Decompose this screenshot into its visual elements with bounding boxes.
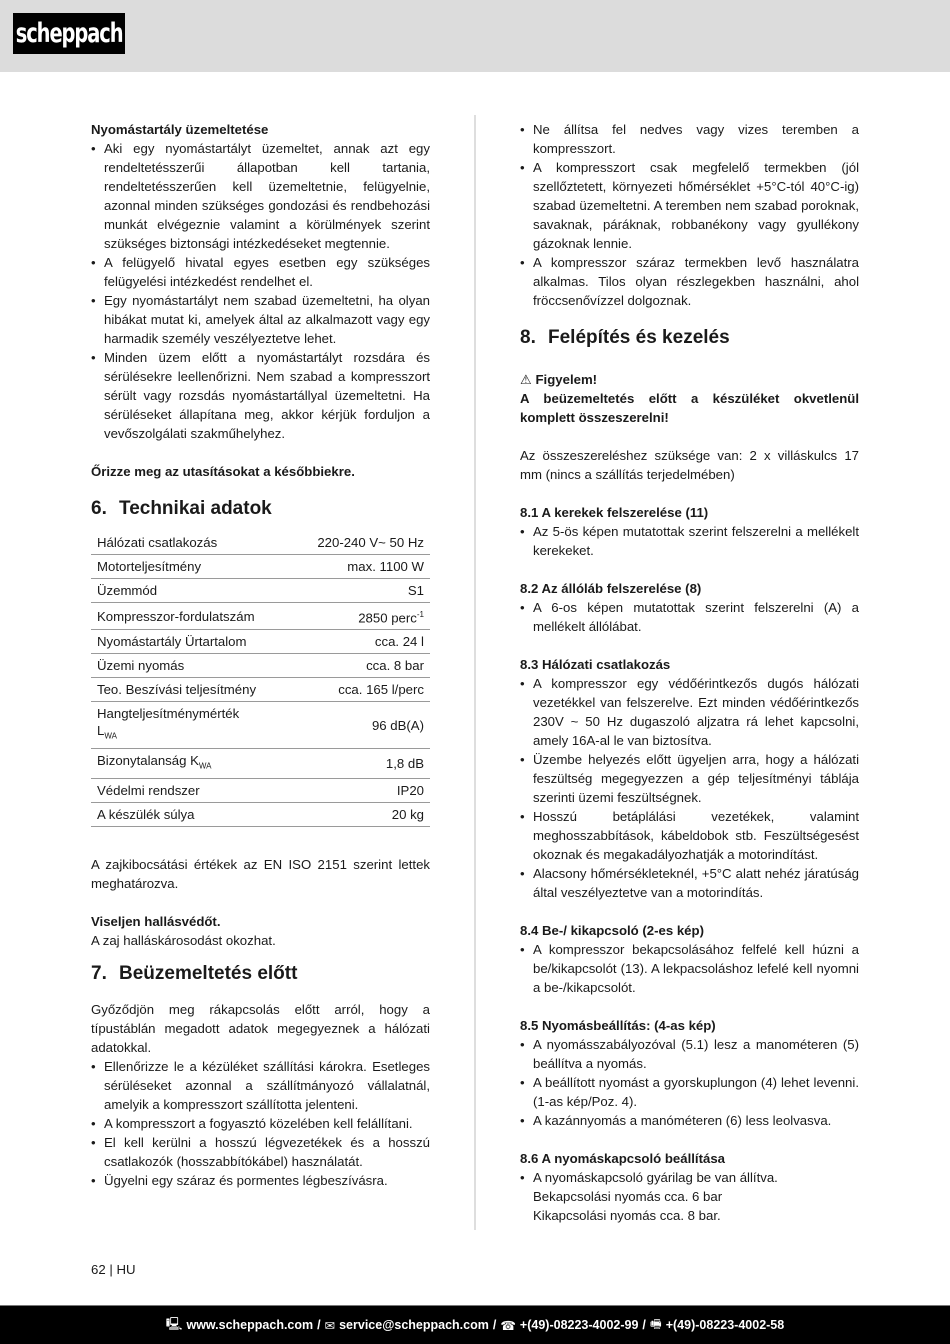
- spec-row: [91, 579, 430, 603]
- spec-value: cca. 165 l/perc: [288, 678, 430, 702]
- spec-label: A készülék súlya: [91, 802, 288, 826]
- pressure-tank-heading: Nyomástartály üzemeltetése: [91, 122, 269, 137]
- spec-row: [91, 678, 430, 702]
- spec-value: 20 kg: [288, 802, 430, 826]
- subsection: [520, 921, 859, 1016]
- spec-row: [91, 749, 430, 779]
- fax-number: +(49)-08223-4002-58: [665, 1318, 785, 1332]
- subsection-title: 8.4 Be-/ kikapcsoló (2-es kép): [520, 923, 704, 938]
- spec-label: Bizonytalanság $K_{WA}$: [91, 749, 288, 779]
- subsection-title: 8.3 Hálózati csatlakozás: [520, 657, 671, 672]
- fax-icon: 🖷: [649, 1316, 662, 1331]
- list-item: • A kompresszort a fogyasztó közelében kell felállítani.: [91, 1114, 430, 1133]
- phone-number: +(49)-08223-4002-99: [519, 1318, 639, 1332]
- list-item: • A nyomásszabályozóval (5.1) lesz a manométeren (5) beállítva a nyomás.: [520, 1035, 859, 1073]
- subsection: [520, 503, 859, 579]
- spec-value: 1,8 dB: [288, 749, 430, 779]
- mail-icon: ✉: [324, 1318, 336, 1333]
- spec-value: max. 1100 W: [288, 555, 430, 579]
- list-item: • Egy nyomástartályt nem szabad üzemeltetni, ha olyan hibákat mutat ki, amelyek által az alkalmazott vagy egy harmadik személy veszélyeztetve lehet.: [91, 291, 430, 348]
- spec-label: Teo. Beszívási teljesítmény: [91, 678, 288, 702]
- list-item: • A beállított nyomást a gyorskuplungon (4) lehet levenni. (1-as kép/Poz. 4).: [520, 1073, 859, 1111]
- spec-value: IP20: [288, 778, 430, 802]
- spec-value: cca. 8 bar: [288, 654, 430, 678]
- list-item: • A kompresszort csak megfelelő termekben (jól szellőztetett, környezeti hőmérséklet +5°C-tól 40°C-ig) szabad üzemeltetni. A teremben nem szabad poroknak, savaknak, páráknak, robbanékony vagy gyullékony gázoknak lennie.: [520, 158, 859, 253]
- spec-row: [91, 778, 430, 802]
- spec-label: Motorteljesítmény: [91, 555, 288, 579]
- list-item: • Üzembe helyezés előtt ügyeljen arra, hogy a hálózati feszültség megegyezzen a gép teljesítményi táblája szerinti üzemi feszültségnek.: [520, 750, 859, 807]
- section-7-list: [91, 1057, 430, 1190]
- list-item: • Hosszú betáplálási vezetékek, valamint meghosszabbítások, kábeldobok stb. Feszültségesést okoznak és megakadályozhatják a motorindítást.: [520, 807, 859, 864]
- spec-row: [91, 531, 430, 555]
- hearing-protection-title: Viseljen hallásvédőt.: [91, 913, 221, 929]
- list-item: • A nyomáskapcsoló gyárilag be van állítva.: [520, 1168, 859, 1187]
- list-item: • Aki egy nyomástartályt üzemeltet, annak azt egy rendeltetésszerűi állapotban kell tartania, rendeltetésszerűen kell üzemeltetnie, felügyelnie, azonnal minden szükséges gondozási és rendbehozási munkát elvégeznie valamint a körülmények szerint szükséges biztonsági intézkedéseket megtennie.: [91, 139, 430, 253]
- column-divider: [474, 115, 476, 1230]
- subsection: [520, 1016, 859, 1149]
- spec-label: Védelmi rendszer: [91, 778, 288, 802]
- list-item: • A kazánnyomás a manóméteren (6) less leolvasva.: [520, 1111, 859, 1130]
- section-8-subsections: [520, 503, 859, 1225]
- spec-value: S1: [288, 579, 430, 603]
- computer-icon: 🖳: [165, 1316, 183, 1331]
- right-column: [520, 120, 859, 1225]
- list-item: • Minden üzem előtt a nyomástartályt rozsdára és sérülésekre leellenőrizni. Nem szabad a kompresszort sérült vagy rozsdás nyomástartállyal üzemeltetni. Ha sérüléseket állapítana meg, akkor kérjük forduljon a vevőszolgálati szakműhelyhez.: [91, 348, 430, 443]
- spec-label: Kompresszor-fordulatszám: [91, 603, 288, 630]
- spec-row: [91, 603, 430, 630]
- spec-row: [91, 555, 430, 579]
- left-column: [91, 120, 430, 1190]
- spec-label: Üzemmód: [91, 579, 288, 603]
- spec-label: Üzemi nyomás: [91, 654, 288, 678]
- spec-label: Nyomástartály Ürtartalom: [91, 630, 288, 654]
- spec-row: [91, 630, 430, 654]
- subsection: [520, 655, 859, 921]
- list-item: • Az 5-ös képen mutatottak szerint felszerelni a mellékelt kerekeket.: [520, 522, 859, 560]
- spec-label: Hangteljesítménymérték $L_{WA}$: [91, 702, 288, 749]
- spec-label: Hálózati csatlakozás: [91, 531, 288, 555]
- contact-bar: 🖳 www.scheppach.com / ✉ service@scheppach.com / ☎ +(49)-08223-4002-99 / 🖷 +(49)-08223-4002-58: [0, 1305, 950, 1344]
- warning-icon: ⚠: [520, 372, 532, 387]
- subsection-title: 8.5 Nyomásbeállítás: (4-as kép): [520, 1018, 716, 1033]
- spec-value: cca. 24 l: [288, 630, 430, 654]
- spec-row: [91, 802, 430, 826]
- list-item: • El kell kerülni a hosszú légvezetékek és a hosszú csatlakozók (hosszabbítókábel) használatát.: [91, 1133, 430, 1171]
- keep-instructions-note: Őrizze meg az utasításokat a későbbiekre.: [91, 464, 355, 479]
- list-item: • A 6-os képen mutatottak szerint felszerelni (A) a mellékelt állólábat.: [520, 598, 859, 636]
- technical-data-table: [91, 531, 430, 827]
- list-item: • A kompresszor száraz termekben levő használatra alkalmas. Tilos olyan részlegekben használni, ahol fröccsenővízzel dolgoznak.: [520, 253, 859, 310]
- pressure-setting-line: Bekapcsolási nyomás cca. 6 bar: [533, 1189, 723, 1204]
- website-link[interactable]: www.scheppach.com: [186, 1318, 314, 1332]
- subsection: [520, 579, 859, 655]
- subsection-title: 8.2 Az állóláb felszerelése (8): [520, 581, 702, 596]
- list-item: • Ügyelni egy száraz és pormentes légbeszívásra.: [91, 1171, 430, 1190]
- list-item: • A kompresszor egy védőérintkezős dugós hálózati vezetékkel van felszerelve. Ezt minden védőérintkezős 230V ~ 50 Hz dugaszoló aljzatra rá lehet kapcsolni, amely 16A-al le van biztosítva.: [520, 674, 859, 750]
- list-item: • Ellenőrizze le a kézüléket szállítási károkra. Esetleges sérüléseket azonnal a szállítmányozó vállalatnál, amelyik a kompresszort szállította jelenteni.: [91, 1057, 430, 1114]
- spec-row: [91, 702, 430, 749]
- list-item: • A felügyelő hivatal egyes esetben egy szükséges felügyelési intézkedést rendelhet el.: [91, 253, 430, 291]
- warning-text: A beüzemeltetés előtt a készüléket okvetlenül komplett összeszerelni!: [520, 391, 859, 425]
- section-7-intro: Győződjön meg rákapcsolás előtt arról, hogy a típustáblán megadott adatok megegyeznek a hálózati adatokkal.: [91, 1001, 430, 1055]
- hearing-protection-text: A zaj halláskárosodást okozhat.: [91, 932, 276, 948]
- section-7-heading: 7. Beüzemeltetés előtt: [91, 962, 298, 984]
- email-link[interactable]: service@scheppach.com: [339, 1318, 489, 1332]
- spec-row: [91, 654, 430, 678]
- spec-value: 96 dB(A): [288, 702, 430, 749]
- noise-note: A zajkibocsátási értékek az EN ISO 2151 szerint lettek meghatározva.: [91, 856, 430, 891]
- spec-value: 2850 perc$^{-1}$: [288, 603, 430, 630]
- subsection-title: 8.6 A nyomáskapcsoló beállítása: [520, 1151, 725, 1166]
- location-list: [520, 120, 859, 310]
- pressure-tank-list: [91, 139, 430, 443]
- header-bar: [0, 0, 950, 72]
- tools-note: Az összeszereléshez szüksége van: 2 x villáskulcs 17 mm (nincs a szállítás terjedelmében): [520, 448, 859, 482]
- spec-value: 220-240 V~ 50 Hz: [288, 531, 430, 555]
- pressure-setting-line: Kikapcsolási nyomás cca. 8 bar.: [533, 1208, 721, 1223]
- section-6-heading: 6. Technikai adatok: [91, 498, 272, 519]
- page-number: 62 | HU: [91, 1262, 136, 1277]
- list-item: • A kompresszor bekapcsolásához felfelé kell húzni a be/kikapcsolót (13). A lekpacsoláshoz lefelé kell nyomni a be-/kikapcsolót.: [520, 940, 859, 997]
- phone-icon: ☎: [500, 1318, 516, 1333]
- section-8-heading: 8. Felépítés és kezelés: [520, 327, 730, 348]
- list-item: • Alacsony hőmérsékleteknél, +5°C alatt nehéz járatúság által veszélyeztetve van a motorindítás.: [520, 864, 859, 902]
- subsection: [520, 1149, 859, 1225]
- scheppach-logo: scheppach: [13, 13, 125, 54]
- subsection-title: 8.1 A kerekek felszerelése (11): [520, 505, 709, 520]
- warning-title: ⚠ Figyelem!: [520, 372, 598, 387]
- list-item: • Ne állítsa fel nedves vagy vizes teremben a kompresszort.: [520, 120, 859, 158]
